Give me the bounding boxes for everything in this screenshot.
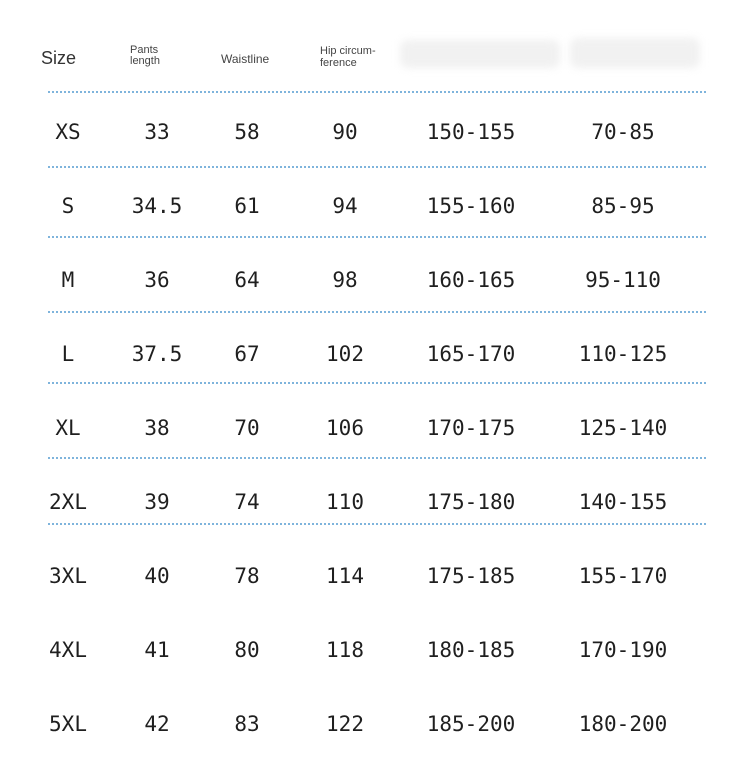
blurred-header-height xyxy=(400,40,560,68)
table-row xyxy=(0,556,750,596)
hip-cell: 98 xyxy=(332,268,358,292)
dotted-divider xyxy=(48,311,706,313)
pants-length-cell: 38 xyxy=(144,416,170,440)
table-row xyxy=(0,112,750,152)
weight-cell: 155-170 xyxy=(578,564,668,588)
size-cell: XS xyxy=(55,120,81,144)
pants-length-cell: 41 xyxy=(144,638,170,662)
size-cell: 2XL xyxy=(49,490,87,514)
weight-cell: 180-200 xyxy=(578,712,668,736)
size-cell: M xyxy=(61,268,75,292)
waistline-cell: 67 xyxy=(234,342,260,366)
hip-cell: 114 xyxy=(326,564,364,588)
pants-length-cell: 40 xyxy=(144,564,170,588)
size-cell: XL xyxy=(55,416,81,440)
blurred-header-weight xyxy=(570,38,700,68)
weight-cell: 85-95 xyxy=(591,194,655,218)
header-pants-length: Pants length xyxy=(130,44,160,67)
weight-cell: 140-155 xyxy=(578,490,668,514)
table-row xyxy=(0,482,750,522)
table-row xyxy=(0,630,750,670)
pants-length-cell: 37.5 xyxy=(131,342,183,366)
waistline-cell: 58 xyxy=(234,120,260,144)
hip-cell: 118 xyxy=(326,638,364,662)
size-cell: 5XL xyxy=(49,712,87,736)
waistline-cell: 70 xyxy=(234,416,260,440)
height-cell: 155-160 xyxy=(426,194,516,218)
hip-cell: 102 xyxy=(326,342,364,366)
weight-cell: 70-85 xyxy=(591,120,655,144)
dotted-divider xyxy=(48,236,706,238)
weight-cell: 110-125 xyxy=(578,342,668,366)
pants-length-cell: 34.5 xyxy=(131,194,183,218)
header-waistline: Waistline xyxy=(221,52,270,66)
table-row xyxy=(0,408,750,448)
hip-cell: 94 xyxy=(332,194,358,218)
table-row xyxy=(0,260,750,300)
waistline-cell: 64 xyxy=(234,268,260,292)
pants-length-cell: 39 xyxy=(144,490,170,514)
size-chart-header xyxy=(0,0,750,90)
waistline-cell: 83 xyxy=(234,712,260,736)
pants-length-cell: 33 xyxy=(144,120,170,144)
table-row xyxy=(0,186,750,226)
dotted-divider xyxy=(48,382,706,384)
table-row xyxy=(0,334,750,374)
hip-cell: 106 xyxy=(326,416,364,440)
hip-cell: 110 xyxy=(326,490,364,514)
waistline-cell: 80 xyxy=(234,638,260,662)
weight-cell: 170-190 xyxy=(578,638,668,662)
waistline-cell: 74 xyxy=(234,490,260,514)
waistline-cell: 78 xyxy=(234,564,260,588)
weight-cell: 125-140 xyxy=(578,416,668,440)
size-cell: 4XL xyxy=(49,638,87,662)
dotted-divider xyxy=(48,457,706,459)
dotted-divider xyxy=(48,523,706,525)
size-cell: 3XL xyxy=(49,564,87,588)
hip-cell: 90 xyxy=(332,120,358,144)
height-cell: 175-180 xyxy=(426,490,516,514)
height-cell: 170-175 xyxy=(426,416,516,440)
height-cell: 180-185 xyxy=(426,638,516,662)
height-cell: 165-170 xyxy=(426,342,516,366)
hip-cell: 122 xyxy=(326,712,364,736)
pants-length-cell: 42 xyxy=(144,712,170,736)
pants-length-cell: 36 xyxy=(144,268,170,292)
dotted-divider xyxy=(48,91,706,93)
size-cell: S xyxy=(61,194,75,218)
weight-cell: 95-110 xyxy=(585,268,661,292)
height-cell: 160-165 xyxy=(426,268,516,292)
table-row xyxy=(0,704,750,744)
header-size: Size xyxy=(41,48,77,68)
header-hip-circumference: Hip circum-ference xyxy=(320,45,376,69)
dotted-divider xyxy=(48,166,706,168)
size-cell: L xyxy=(61,342,75,366)
height-cell: 185-200 xyxy=(426,712,516,736)
waistline-cell: 61 xyxy=(234,194,260,218)
height-cell: 175-185 xyxy=(426,564,516,588)
height-cell: 150-155 xyxy=(426,120,516,144)
